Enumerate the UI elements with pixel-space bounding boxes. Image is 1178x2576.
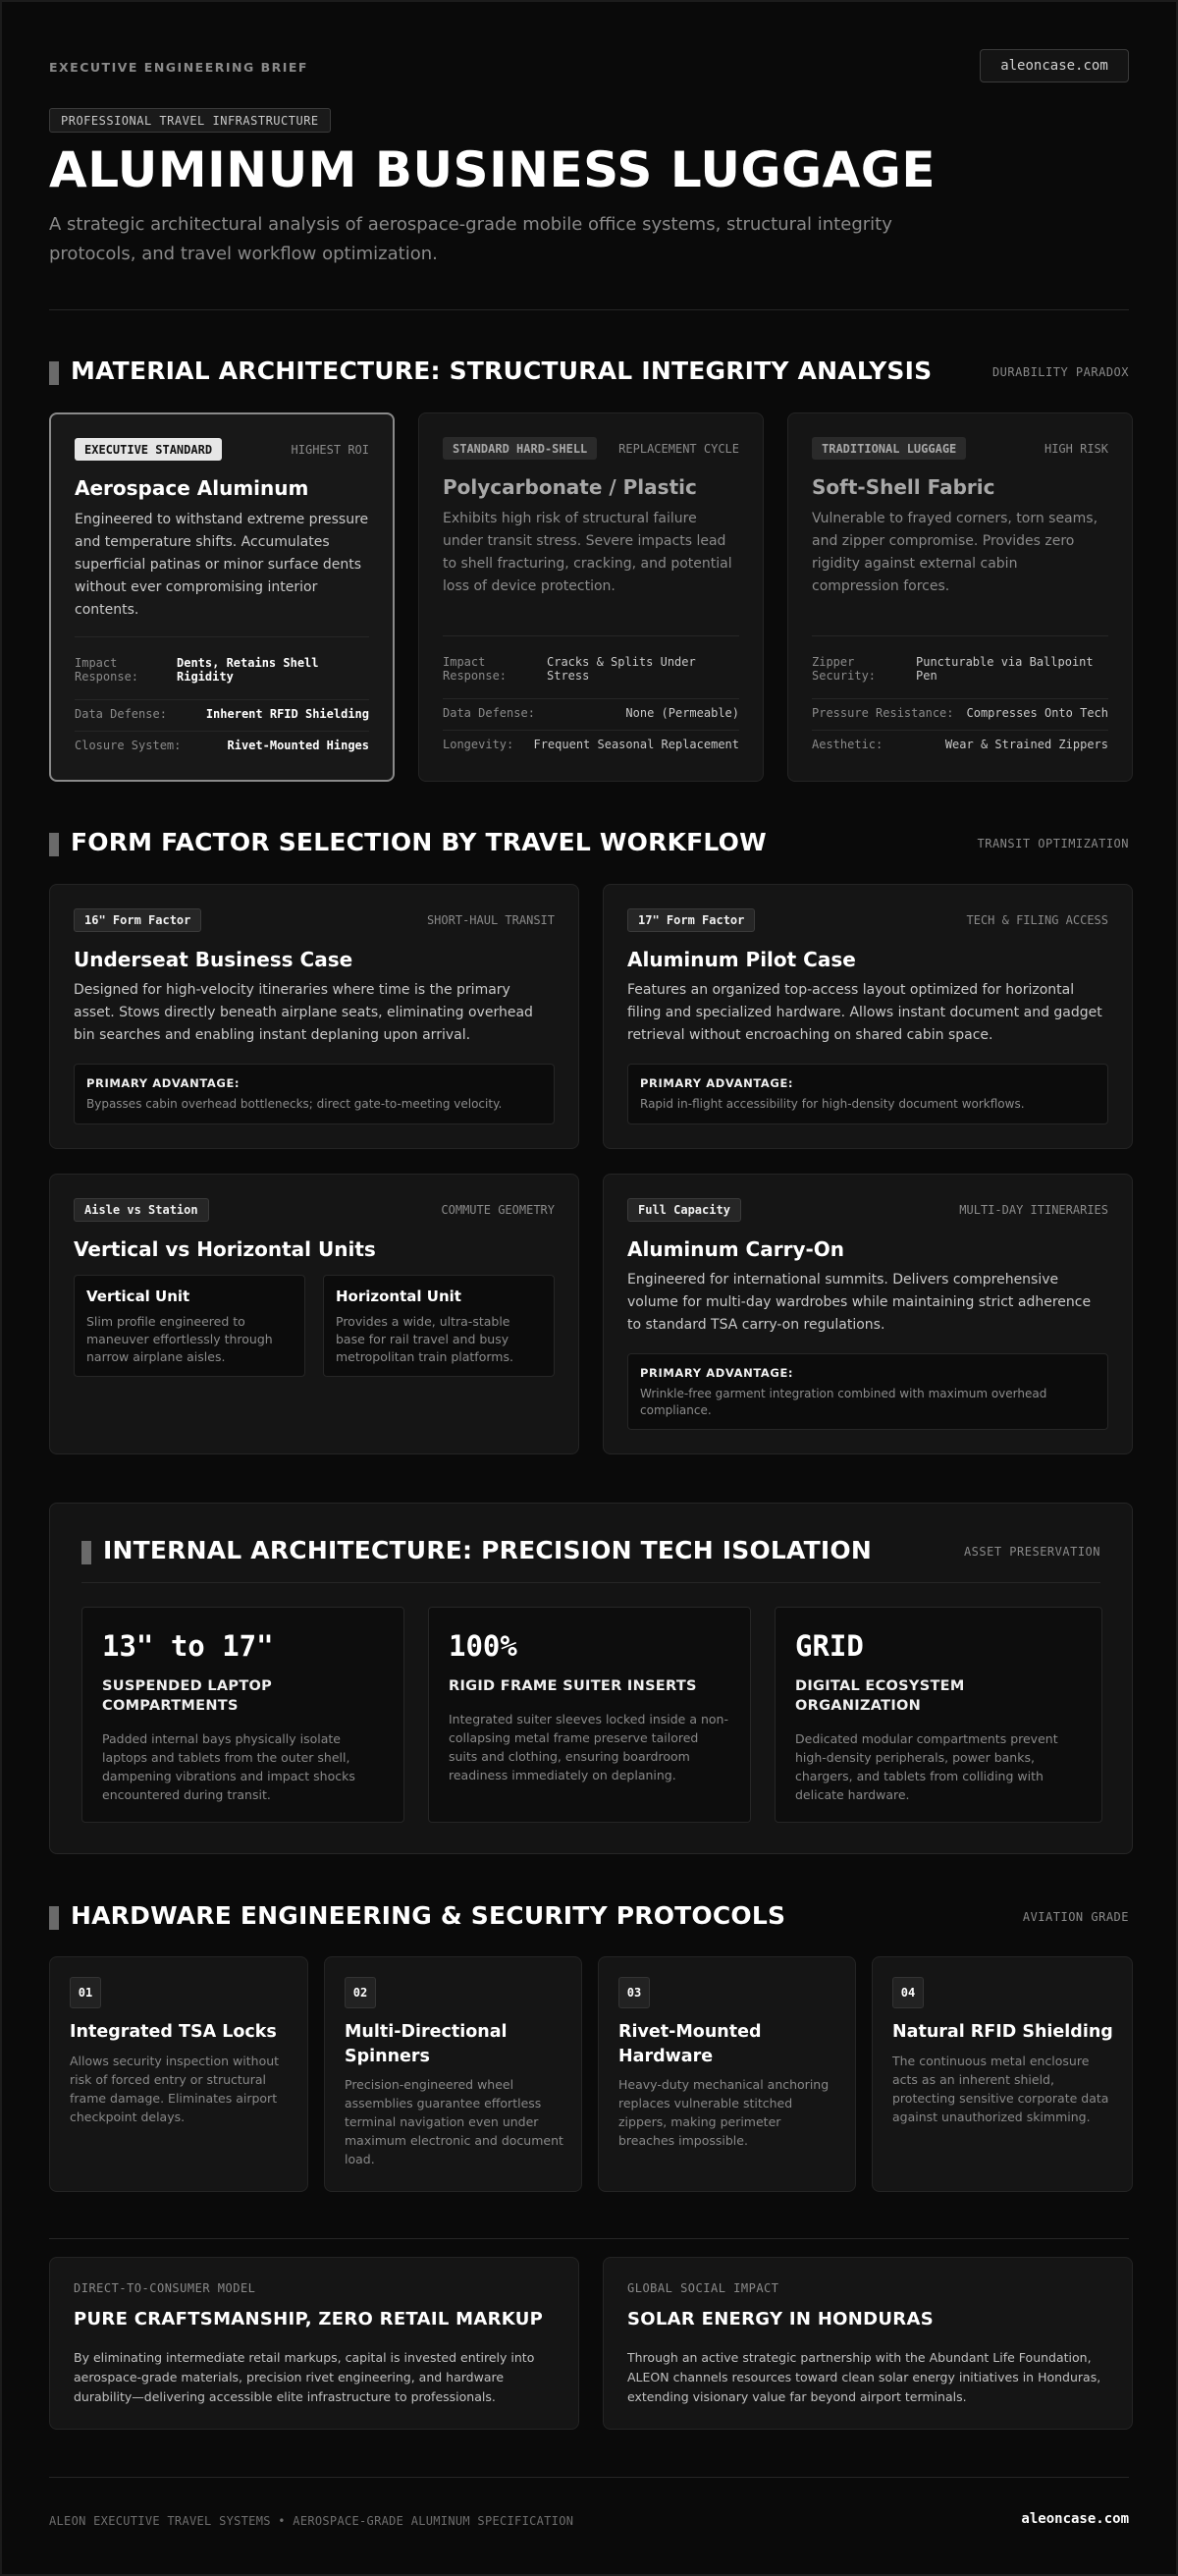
spec-key: Pressure Resistance:	[812, 706, 954, 720]
stat-label: SUSPENDED LAPTOP COMPARTMENTS	[102, 1678, 273, 1714]
stat-label: RIGID FRAME SUITER INSERTS	[449, 1678, 697, 1694]
advantage-text: Rapid in-flight accessibility for high-density document workflows.	[640, 1097, 1025, 1111]
hardware-title: Integrated TSA Locks	[70, 2022, 277, 2042]
form-tag: 16" Form Factor	[74, 908, 201, 932]
material-section-caption: DURABILITY PARADOX	[991, 365, 1129, 379]
subcard-title: Horizontal Unit	[336, 1288, 461, 1305]
stat-value: 100%	[449, 1629, 517, 1663]
stat-label: DIGITAL ECOSYSTEM ORGANIZATION	[795, 1678, 965, 1714]
section-marker	[81, 1541, 91, 1564]
stat-desc: Padded internal bays physically isolate laptops and tablets from the outer shell, dampening vibrations and impact shocks encountered during transit.	[102, 1731, 355, 1802]
form-section-caption: TRANSIT OPTIMIZATION	[977, 837, 1129, 850]
spec-key: Aesthetic:	[812, 738, 884, 751]
material-section-title: MATERIAL ARCHITECTURE: STRUCTURAL INTEGRITY ANALYSIS	[71, 356, 933, 385]
subcard-desc: Provides a wide, ultra-stable base for rail travel and busy metropolitan train platforms.	[336, 1314, 513, 1364]
hardware-title: Natural RFID Shielding	[892, 2022, 1113, 2042]
divider	[75, 636, 369, 637]
material-card-title: Polycarbonate / Plastic	[443, 475, 697, 499]
hardware-section-title: HARDWARE ENGINEERING & SECURITY PROTOCOLS	[71, 1901, 786, 1930]
internal-section-caption: ASSET PRESERVATION	[963, 1545, 1100, 1559]
divider	[443, 698, 739, 699]
spec-key: Data Defense:	[443, 706, 535, 720]
form-card-caption: COMMUTE GEOMETRY	[441, 1203, 555, 1217]
card-eyebrow: DIRECT-TO-CONSUMER MODEL	[74, 2281, 256, 2295]
form-card-caption: TECH & FILING ACCESS	[966, 913, 1108, 927]
hardware-section-caption: AVIATION GRADE	[1022, 1910, 1129, 1924]
spec-row	[812, 706, 1108, 720]
site-link-button[interactable]: aleoncase.com	[980, 49, 1129, 82]
stat-value: GRID	[795, 1629, 864, 1663]
spec-value: Rivet-Mounted Hinges	[227, 739, 369, 752]
page-subtitle: A strategic architectural analysis of aerospace-grade mobile office systems, structural integrity protocols, and travel workflow optimization.	[49, 214, 892, 264]
form-card-caption: MULTI-DAY ITINERARIES	[959, 1203, 1108, 1217]
spec-value: Puncturable via Ballpoint Pen	[916, 655, 1094, 683]
material-card-softshell	[787, 412, 1133, 782]
hardware-desc: Precision-engineered wheel assemblies guarantee effortless terminal navigation even under maximum electronic and document load.	[345, 2077, 563, 2166]
divider	[443, 730, 739, 731]
header-divider	[49, 309, 1129, 310]
hardware-title: Rivet-Mounted Hardware	[618, 2022, 762, 2066]
hardware-desc: Allows security inspection without risk of forced entry or structural frame damage. Eliminates airport checkpoint delays.	[70, 2054, 280, 2124]
card-desc: Through an active strategic partnership with the Abundant Life Foundation, ALEON channels resources toward clean solar energy initiatives in Honduras, extending visionary value far beyond airport terminals.	[627, 2350, 1101, 2404]
form-card-underseat	[49, 884, 579, 1149]
spec-key: Impact Response:	[75, 656, 139, 684]
primary-advantage-box	[627, 1064, 1108, 1124]
hardware-number: 02	[345, 1977, 376, 2008]
form-card-desc: Designed for high-velocity itineraries where time is the primary asset. Stows directly beneath airplane seats, eliminating overhead bin searches and enabling instant deplaning upon arrival.	[74, 982, 533, 1043]
spec-row	[75, 707, 369, 721]
form-tag: Aisle vs Station	[74, 1198, 209, 1222]
stat-laptop-compartments	[81, 1607, 404, 1823]
brief-label: EXECUTIVE ENGINEERING BRIEF	[49, 60, 308, 75]
advantage-text: Wrinkle-free garment integration combined with maximum overhead compliance.	[640, 1387, 1047, 1417]
advantage-label: PRIMARY ADVANTAGE:	[640, 1366, 794, 1380]
primary-advantage-box	[627, 1353, 1108, 1430]
category-badge: PROFESSIONAL TRAVEL INFRASTRUCTURE	[49, 108, 331, 133]
spec-key: Zipper Security:	[812, 655, 877, 683]
divider	[75, 731, 369, 732]
hardware-card-tsa-locks	[49, 1956, 308, 2192]
stat-suiter-inserts	[428, 1607, 751, 1823]
subcard-desc: Slim profile engineered to maneuver effortlessly through narrow airplane aisles.	[86, 1314, 273, 1364]
social-impact-card	[603, 2257, 1133, 2430]
hardware-card-rivets	[598, 1956, 856, 2192]
divider	[812, 698, 1108, 699]
form-card-title: Aluminum Pilot Case	[627, 948, 856, 971]
page-title: ALUMINUM BUSINESS LUGGAGE	[49, 141, 937, 198]
spec-key: Data Defense:	[75, 707, 167, 721]
spec-value: Cracks & Splits Under Stress	[547, 655, 696, 683]
hardware-desc: The continuous metal enclosure acts as an inherent shield, protecting sensitive corporate data against unauthorized skimming.	[892, 2054, 1109, 2124]
stat-desc: Dedicated modular compartments prevent high-density peripherals, power banks, chargers, and tablets from colliding with delicate hardware.	[795, 1731, 1058, 1802]
hardware-number: 04	[892, 1977, 924, 2008]
hardware-number: 03	[618, 1977, 650, 2008]
spec-value: Dents, Retains Shell Rigidity	[177, 656, 319, 684]
card-desc: By eliminating intermediate retail markups, capital is invested entirely into aerospace-grade materials, precision rivet engineering, and hardware durability—delivering accessible elite infrastructure to professionals.	[74, 2350, 535, 2404]
footer-site-link[interactable]: aleoncase.com	[1021, 2511, 1129, 2527]
hardware-title: Multi-Directional Spinners	[345, 2022, 508, 2066]
advantage-text: Bypasses cabin overhead bottlenecks; direct gate-to-meeting velocity.	[86, 1097, 503, 1111]
hardware-card-rfid	[872, 1956, 1133, 2192]
dtc-model-card	[49, 2257, 579, 2430]
spec-key: Longevity:	[443, 738, 514, 751]
internal-section-title: INTERNAL ARCHITECTURE: PRECISION TECH ISOLATION	[103, 1536, 872, 1564]
material-card-desc: Engineered to withstand extreme pressure and temperature shifts. Accumulates superficial patinas or minor surface dents without ever compromising interior contents.	[75, 512, 369, 618]
form-tag: Full Capacity	[627, 1198, 741, 1222]
divider	[75, 699, 369, 700]
spec-row	[443, 655, 739, 683]
material-card-desc: Vulnerable to frayed corners, torn seams, and zipper compromise. Provides zero rigidity against external cabin compression forces.	[812, 511, 1098, 594]
form-card-caption: SHORT-HAUL TRANSIT	[426, 913, 555, 927]
spec-row	[443, 706, 739, 720]
spec-key: Closure System:	[75, 739, 182, 752]
divider	[812, 730, 1108, 731]
stat-value: 13" to 17"	[102, 1629, 274, 1663]
section-marker	[49, 361, 59, 385]
spec-row	[75, 739, 369, 752]
hardware-number: 01	[70, 1977, 101, 2008]
material-card-caption: HIGHEST ROI	[291, 443, 369, 457]
form-card-carry-on	[603, 1174, 1133, 1454]
material-card-caption: HIGH RISK	[1044, 442, 1108, 456]
form-card-desc: Features an organized top-access layout optimized for horizontal filing and specialized hardware. Allows instant document and gadget retrieval without encroaching on shared cabin space.	[627, 982, 1102, 1043]
spec-value: None (Permeable)	[625, 706, 739, 720]
footer-note: ALEON EXECUTIVE TRAVEL SYSTEMS • AEROSPACE-GRADE ALUMINUM SPECIFICATION	[49, 2514, 574, 2528]
spec-row	[812, 655, 1108, 683]
primary-advantage-box	[74, 1064, 555, 1124]
material-card-polycarbonate	[418, 412, 764, 782]
form-card-title: Vertical vs Horizontal Units	[74, 1237, 376, 1261]
stat-digital-ecosystem	[775, 1607, 1102, 1823]
spec-row	[75, 656, 369, 684]
material-tag: EXECUTIVE STANDARD	[75, 438, 222, 461]
form-card-vertical-horizontal	[49, 1174, 579, 1454]
subcard-title: Vertical Unit	[86, 1288, 190, 1305]
section-marker	[49, 1906, 59, 1930]
form-section-title: FORM FACTOR SELECTION BY TRAVEL WORKFLOW	[71, 828, 767, 856]
card-title: PURE CRAFTSMANSHIP, ZERO RETAIL MARKUP	[74, 2309, 544, 2329]
spec-value: Frequent Seasonal Replacement	[533, 738, 739, 751]
card-eyebrow: GLOBAL SOCIAL IMPACT	[627, 2281, 779, 2295]
material-card-title: Soft-Shell Fabric	[812, 475, 995, 499]
form-card-title: Underseat Business Case	[74, 948, 353, 971]
section-marker	[49, 833, 59, 856]
spec-row	[443, 738, 739, 751]
form-card-pilot	[603, 884, 1133, 1149]
material-tag: STANDARD HARD-SHELL	[443, 437, 597, 460]
internal-divider	[81, 1582, 1100, 1583]
card-title: SOLAR ENERGY IN HONDURAS	[627, 2309, 934, 2329]
vertical-unit-card	[74, 1275, 305, 1377]
material-card-desc: Exhibits high risk of structural failure under transit stress. Severe impacts lead to shell fracturing, cracking, and potential loss of device protection.	[443, 511, 732, 594]
form-tag: 17" Form Factor	[627, 908, 755, 932]
spec-value: Wear & Strained Zippers	[944, 738, 1108, 751]
spec-key: Impact Response:	[443, 655, 508, 683]
hardware-desc: Heavy-duty mechanical anchoring replaces vulnerable stitched zippers, making perimeter breaches impossible.	[618, 2077, 830, 2148]
hardware-card-spinners	[324, 1956, 582, 2192]
material-card-caption: REPLACEMENT CYCLE	[618, 442, 739, 456]
spec-row	[812, 738, 1108, 751]
material-tag: TRADITIONAL LUGGAGE	[812, 437, 966, 460]
form-card-desc: Engineered for international summits. Delivers comprehensive volume for multi-day wardrobes while maintaining strict adherence to standard TSA carry-on regulations.	[627, 1272, 1092, 1333]
advantage-label: PRIMARY ADVANTAGE:	[86, 1076, 241, 1090]
stat-desc: Integrated suiter sleeves locked inside a non-collapsing metal frame preserve tailored suits and clothing, ensuring boardroom readiness immediately on deplaning.	[449, 1712, 728, 1782]
form-card-title: Aluminum Carry-On	[627, 1237, 845, 1261]
advantage-label: PRIMARY ADVANTAGE:	[640, 1076, 794, 1090]
spec-value: Inherent RFID Shielding	[205, 707, 369, 721]
material-card-title: Aerospace Aluminum	[75, 476, 309, 500]
material-card-aluminum	[49, 412, 395, 782]
spec-value: Compresses Onto Tech	[966, 706, 1108, 720]
divider	[812, 635, 1108, 636]
bottom-divider	[49, 2238, 1129, 2239]
internal-architecture-panel	[49, 1503, 1133, 1854]
divider	[443, 635, 739, 636]
horizontal-unit-card	[323, 1275, 555, 1377]
footer-divider	[49, 2477, 1129, 2478]
